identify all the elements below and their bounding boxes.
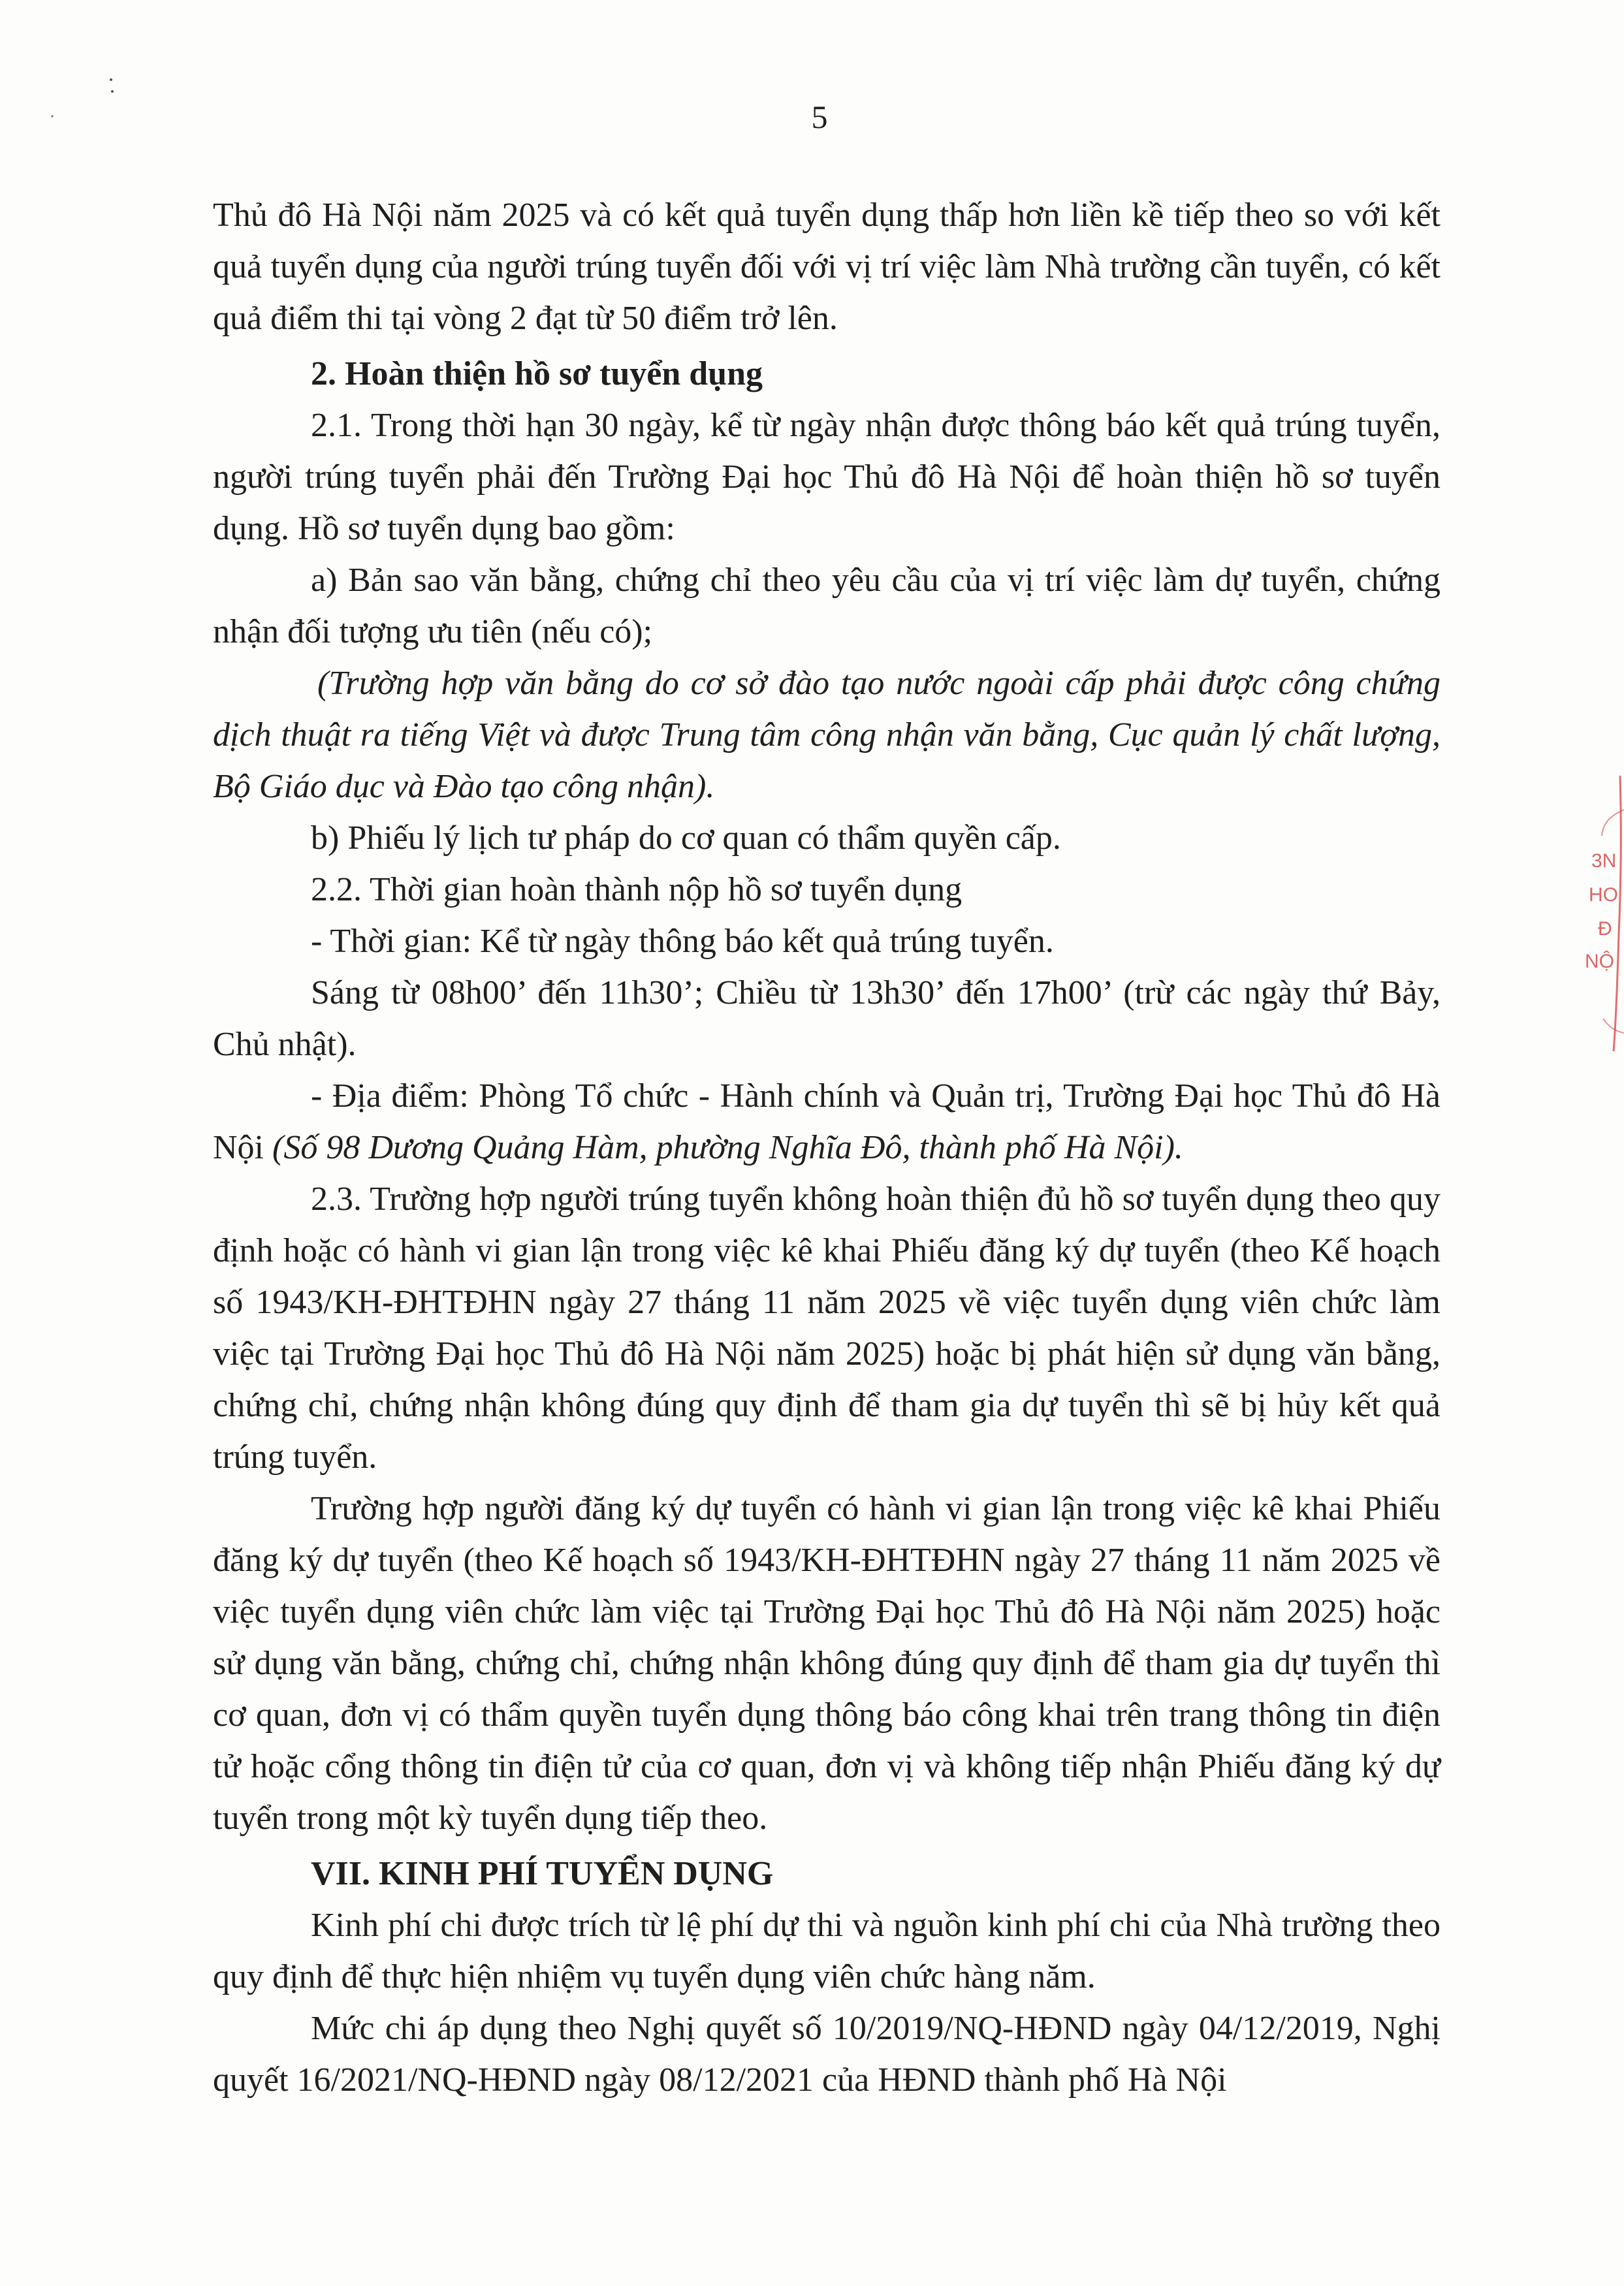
paragraph-2-3: 2.3. Trường hợp người trúng tuyển không hoàn thiện đủ hồ sơ tuyển dụng theo quy định hoặc có hành vi gian lận trong việc kê khai Phiếu đăng ký dự tuyển (theo Kế hoạch số 1943/KH-ĐHTĐHN ngày 27 tháng 11 năm 2025 về việc tuyển dụng viên chức làm việc tại Trường Đại học Thủ đô Hà Nội năm 2025) hoặc bị phát hiện sử dụng văn bằng, chứng chỉ, chứng nhận không đúng quy định để tham gia dự tuyển thì sẽ bị hủy kết quả trúng tuyển. [213, 1181, 1441, 1476]
place-address: (Số 98 Dương Quảng Hàm, phường Nghĩa Đô, thành phố Hà Nội). [272, 1129, 1183, 1166]
paragraph-2-2: 2.2. Thời gian hoàn thành nộp hồ sơ tuyển dụng [311, 871, 963, 908]
svg-text:Đ: Đ [1598, 918, 1612, 940]
paragraph-2-3-b: Trường hợp người đăng ký dự tuyển có hành vi gian lận trong việc kê khai Phiếu đăng ký dự tuyển (theo Kế hoạch số 1943/KH-ĐHTĐHN ngày 27 tháng 11 năm 2025 về việc tuyển dụng viên chức làm việc tại Trường Đại học Thủ đô Hà Nội năm 2025) hoặc sử dụng văn bằng, chứng chỉ, chứng nhận không đúng quy định để tham gia dự tuyển thì cơ quan, đơn vị có thẩm quyền tuyển dụng thông báo công khai trên trang thông tin điện tử hoặc cổng thông tin điện tử của cơ quan, đơn vị và không tiếp nhận Phiếu đăng ký dự tuyển trong một kỳ tuyển dụng tiếp theo. [213, 1490, 1441, 1837]
paragraph-2-2-time: - Thời gian: Kể từ ngày thông báo kết quả trúng tuyển. [311, 923, 1054, 960]
svg-text:NỘ: NỘ [1585, 951, 1614, 972]
section-heading-2: 2. Hoàn thiện hồ sơ tuyển dụng [311, 355, 763, 392]
svg-text:3N: 3N [1591, 850, 1617, 872]
section-heading-7: VII. KINH PHÍ TUYỂN DỤNG [311, 1855, 774, 1892]
paragraph-2-2-hours: Sáng từ 08h00’ đến 11h30’; Chiều từ 13h30’ đến 17h00’ (trừ các ngày thứ Bảy, Chủ nhật). [213, 974, 1441, 1063]
paragraph-2-1-a: a) Bản sao văn bằng, chứng chỉ theo yêu cầu của vị trí việc làm dự tuyển, chứng nhận đối tượng ưu tiên (nếu có); [213, 562, 1441, 650]
svg-text:HO: HO [1589, 884, 1618, 906]
paragraph-2-1-a-note: (Trường hợp văn bằng do cơ sở đào tạo nước ngoài cấp phải được công chứng dịch thuật ra tiếng Việt và được Trung tâm công nhận văn bằng, Cục quản lý chất lượng, Bộ Giáo dục và Đào tạo công nhận). [213, 665, 1441, 805]
paragraph-2-1-b: b) Phiếu lý lịch tư pháp do cơ quan có thẩm quyền cấp. [311, 819, 1061, 857]
paragraph-7-2: Mức chi áp dụng theo Nghị quyết số 10/2019/NQ-HĐND ngày 04/12/2019, Nghị quyết 16/2021/NQ-HĐND ngày 08/12/2021 của HĐND thành phố Hà Nội [213, 2010, 1441, 2099]
place-prefix: - Địa điểm: Phòng Tổ chức - Hành chính và Quản trị, Trường Đại học Thủ đô Hà Nội [213, 1077, 1441, 1166]
paragraph-2-2-place [213, 1070, 1441, 1173]
paragraph-7-1: Kinh phí chi được trích từ lệ phí dự thi và nguồn kinh phí chi của Nhà trường theo quy định để thực hiện nhiệm vụ tuyển dụng viên chức hàng năm. [213, 1907, 1441, 1995]
paragraph-2-1: 2.1. Trong thời hạn 30 ngày, kể từ ngày nhận được thông báo kết quả trúng tuyển, người trúng tuyển phải đến Trường Đại học Thủ đô Hà Nội để hoàn thiện hồ sơ tuyển dụng. Hồ sơ tuyển dụng bao gồm: [213, 407, 1441, 547]
page-number: 5 [811, 99, 828, 135]
stamp-fragment [1584, 770, 1624, 1058]
paragraph-continuation: Thủ đô Hà Nội năm 2025 và có kết quả tuyển dụng thấp hơn liền kề tiếp theo so với kết quả tuyển dụng của người trúng tuyển đối với vị trí việc làm Nhà trường cần tuyển, có kết quả điểm thi tại vòng 2 đạt từ 50 điểm trở lên. [213, 197, 1441, 337]
document-body [213, 189, 1441, 2106]
